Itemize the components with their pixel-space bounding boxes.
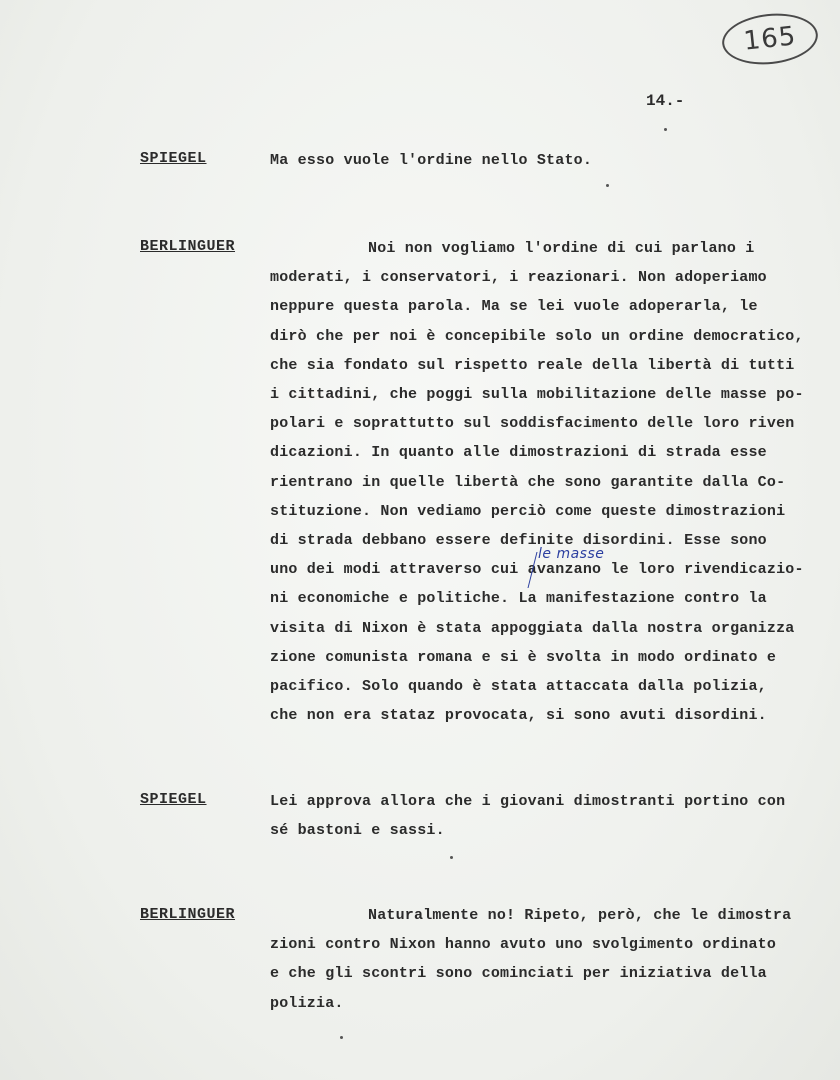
dialogue-paragraph [270, 901, 815, 1018]
ink-speck [664, 128, 667, 131]
text-line: pacifico. Solo quando è stata attaccata dalla polizia, [270, 678, 767, 696]
text-line: uno dei modi attraverso cui avanzano le loro rivendicazio- [270, 561, 804, 579]
text-line: Ma esso vuole l'ordine nello Stato. [270, 152, 593, 169]
handwritten-annotation: le masse [538, 546, 605, 562]
text-line: Lei approva allora che i giovani dimostranti portino con [270, 793, 786, 810]
text-line: ni economiche e politiche. La manifestazione contro la [270, 590, 767, 608]
text-line: neppure questa parola. Ma se lei vuole adoperarla, le [270, 298, 758, 316]
text-line: i cittadini, che poggi sulla mobilitazione delle masse po- [270, 386, 804, 404]
dialogue-paragraph [270, 146, 815, 175]
text-line: dirò che per noi è concepibile solo un ordine democratico, [270, 327, 804, 345]
text-line: rientrano in quelle libertà che sono garantite dalla Co- [270, 473, 786, 491]
text-line: polari e soprattutto sul soddisfacimento delle loro riven [270, 415, 795, 433]
text-line: stituzione. Non vediamo perciò come queste dimostrazioni [270, 502, 786, 520]
speaker-label: BERLINGUER [140, 906, 236, 923]
text-line: e che gli scontri sono cominciati per iniziativa della [270, 965, 767, 983]
speaker-label: BERLINGUER [140, 238, 236, 255]
page-number: 14.- [646, 92, 685, 110]
ink-speck [340, 1036, 343, 1039]
text-line: di strada debbano essere definite disordini. Esse sono [270, 532, 767, 550]
text-line: Naturalmente no! Ripeto, però, che le dimostra [368, 907, 792, 924]
text-line: polizia. [270, 994, 344, 1012]
text-line: sé bastoni e sassi. [270, 822, 445, 840]
text-line: dicazioni. In quanto alle dimostrazioni di strada esse [270, 444, 767, 462]
dialogue-paragraph [270, 234, 815, 730]
text-line: zione comunista romana e si è svolta in modo ordinato e [270, 648, 777, 666]
text-line: Noi non vogliamo l'ordine di cui parlano i [368, 240, 755, 257]
text-line: che sia fondato sul rispetto reale della libertà di tutti [270, 356, 795, 374]
speaker-label: SPIEGEL [140, 150, 207, 167]
text-line: visita di Nixon è stata appoggiata dalla nostra organizza [270, 619, 795, 637]
speaker-label: SPIEGEL [140, 791, 207, 808]
text-line: zioni contro Nixon hanno avuto uno svolgimento ordinato [270, 936, 777, 954]
text-line: che non era stataz provocata, si sono avuti disordini. [270, 707, 767, 725]
archive-number-stamp: 165 [720, 9, 821, 69]
dialogue-paragraph [270, 787, 815, 845]
text-line: moderati, i conservatori, i reazionari. Non adoperiamo [270, 269, 767, 287]
ink-speck [450, 856, 453, 859]
ink-speck [606, 184, 609, 187]
